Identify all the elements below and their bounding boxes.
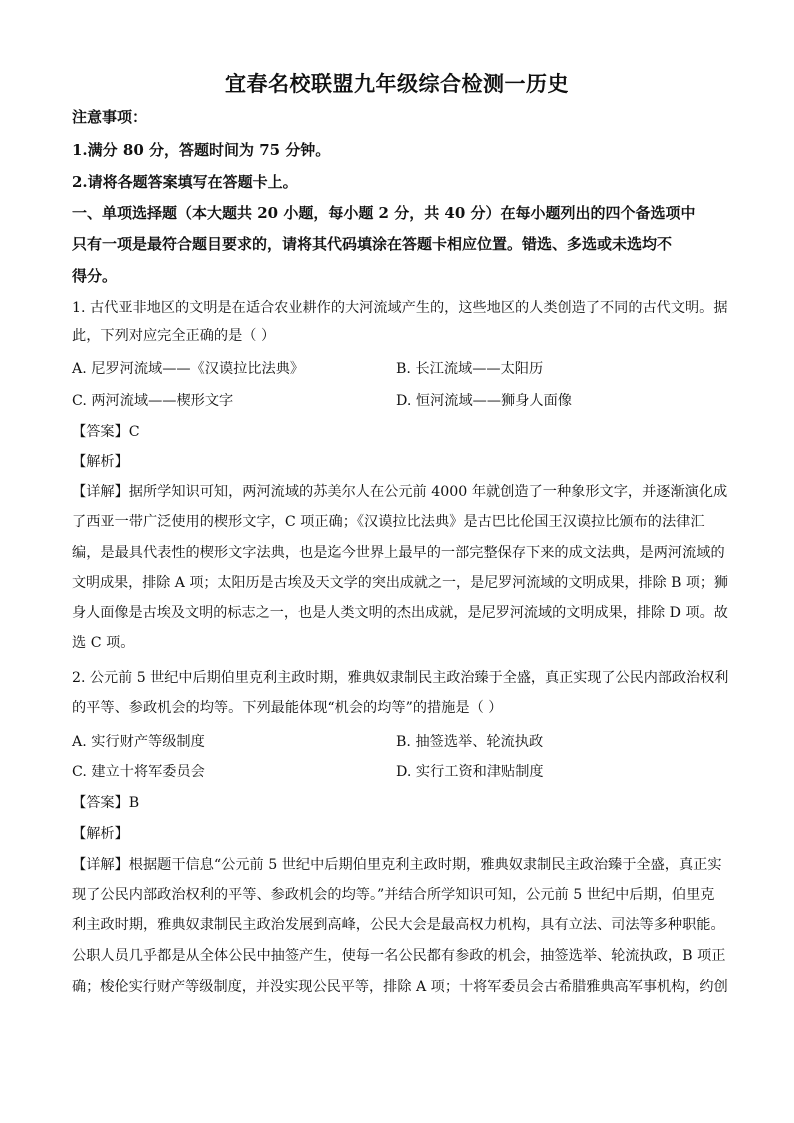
detail-line: 公职人员几乎都是从全体公民中抽签产生，使每一名公民都有参政的机会，抽签选举、轮流执政，B 项正 (72, 948, 726, 964)
section-intro-line: 得分。 (72, 267, 118, 285)
notice-item: 1.满分 80 分，答题时间为 75 分钟。 (72, 141, 331, 159)
detail-line: 文明成果，排除 A 项；太阳历是古埃及天文学的突出成就之一，是尼罗河流域的文明成果，排除 B 项；狮 (72, 575, 728, 591)
section-intro-line: 只有一项是最符合题目要求的，请将其代码填涂在答题卡相应位置。错选、多选或未选均不 (72, 235, 673, 253)
detail-line: 了西亚一带广泛使用的楔形文字，C 项正确；《汉谟拉比法典》是古巴比伦国王汉谟拉比颁布的法律汇 (72, 514, 705, 530)
option-a: A. 实行财产等级制度 (72, 734, 205, 750)
answer-label: 【答案】B (72, 795, 140, 811)
question-stem-line: 此，下列对应完全正确的是（ ） (72, 328, 276, 344)
answer-label: 【答案】C (72, 424, 140, 440)
option-a: A. 尼罗河流域——《汉谟拉比法典》 (72, 361, 305, 377)
detail-line: 【详解】据所学知识可知，两河流域的苏美尔人在公元前 4000 年就创造了一种象形文字，并逐渐演化成 (72, 484, 728, 500)
detail-line: 利主政时期，雅典奴隶制民主政治发展到高峰，公民大会是最高权力机构，具有立法、司法等多种职能。 (72, 917, 725, 933)
option-b: B. 抽签选举、轮流执政 (396, 734, 544, 750)
detail-line: 身人面像是古埃及文明的标志之一，也是人类文明的杰出成就，是尼罗河流域的文明成果，排除 D 项。故 (72, 605, 728, 621)
detail-line: 【详解】根据题干信息“公元前 5 世纪中后期伯里克利主政时期，雅典奴隶制民主政治臻于全盛，真正实 (72, 857, 722, 873)
analysis-label: 【解析】 (72, 454, 129, 470)
notice-heading: 注意事项： (72, 108, 148, 126)
question-stem-line: 1. 古代亚非地区的文明是在适合农业耕作的大河流域产生的，这些地区的人类创造了不同的古代文明。据 (72, 300, 728, 316)
section-intro-line: 一、单项选择题（本大题共 20 小题，每小题 2 分，共 40 分）在每小题列出的四个备选项中 (72, 204, 696, 222)
question-stem-line: 的平等、参政机会的均等。下列最能体现“机会的均等”的措施是（ ） (72, 700, 503, 716)
option-d: D. 实行工资和津贴制度 (396, 764, 544, 780)
option-c: C. 两河流域——楔形文字 (72, 393, 234, 409)
analysis-label: 【解析】 (72, 826, 129, 842)
detail-line: 现了公民内部政治权利的平等、参政机会的均等。”并结合所学知识可知，公元前 5 世纪中后期，伯里克 (72, 887, 715, 903)
detail-line: 确；梭伦实行财产等级制度，并没实现公民平等，排除 A 项；十将军委员会古希腊雅典高军事机构，约创 (72, 979, 728, 995)
detail-line: 编，是最具代表性的楔形文字法典，也是迄今世界上最早的一部完整保存下来的成文法典，是两河流域的 (72, 545, 725, 561)
option-b: B. 长江流域——太阳历 (396, 361, 544, 377)
option-c: C. 建立十将军委员会 (72, 764, 205, 780)
page-title: 宜春名校联盟九年级综合检测一历史 (225, 71, 569, 96)
notice-item: 2.请将各题答案填写在答题卡上。 (72, 173, 298, 191)
detail-line: 选 C 项。 (72, 635, 135, 651)
question-stem-line: 2. 公元前 5 世纪中后期伯里克利主政时期，雅典奴隶制民主政治臻于全盛，真正实现了公民内部政治权利 (72, 670, 729, 686)
option-d: D. 恒河流域——狮身人面像 (396, 393, 572, 409)
